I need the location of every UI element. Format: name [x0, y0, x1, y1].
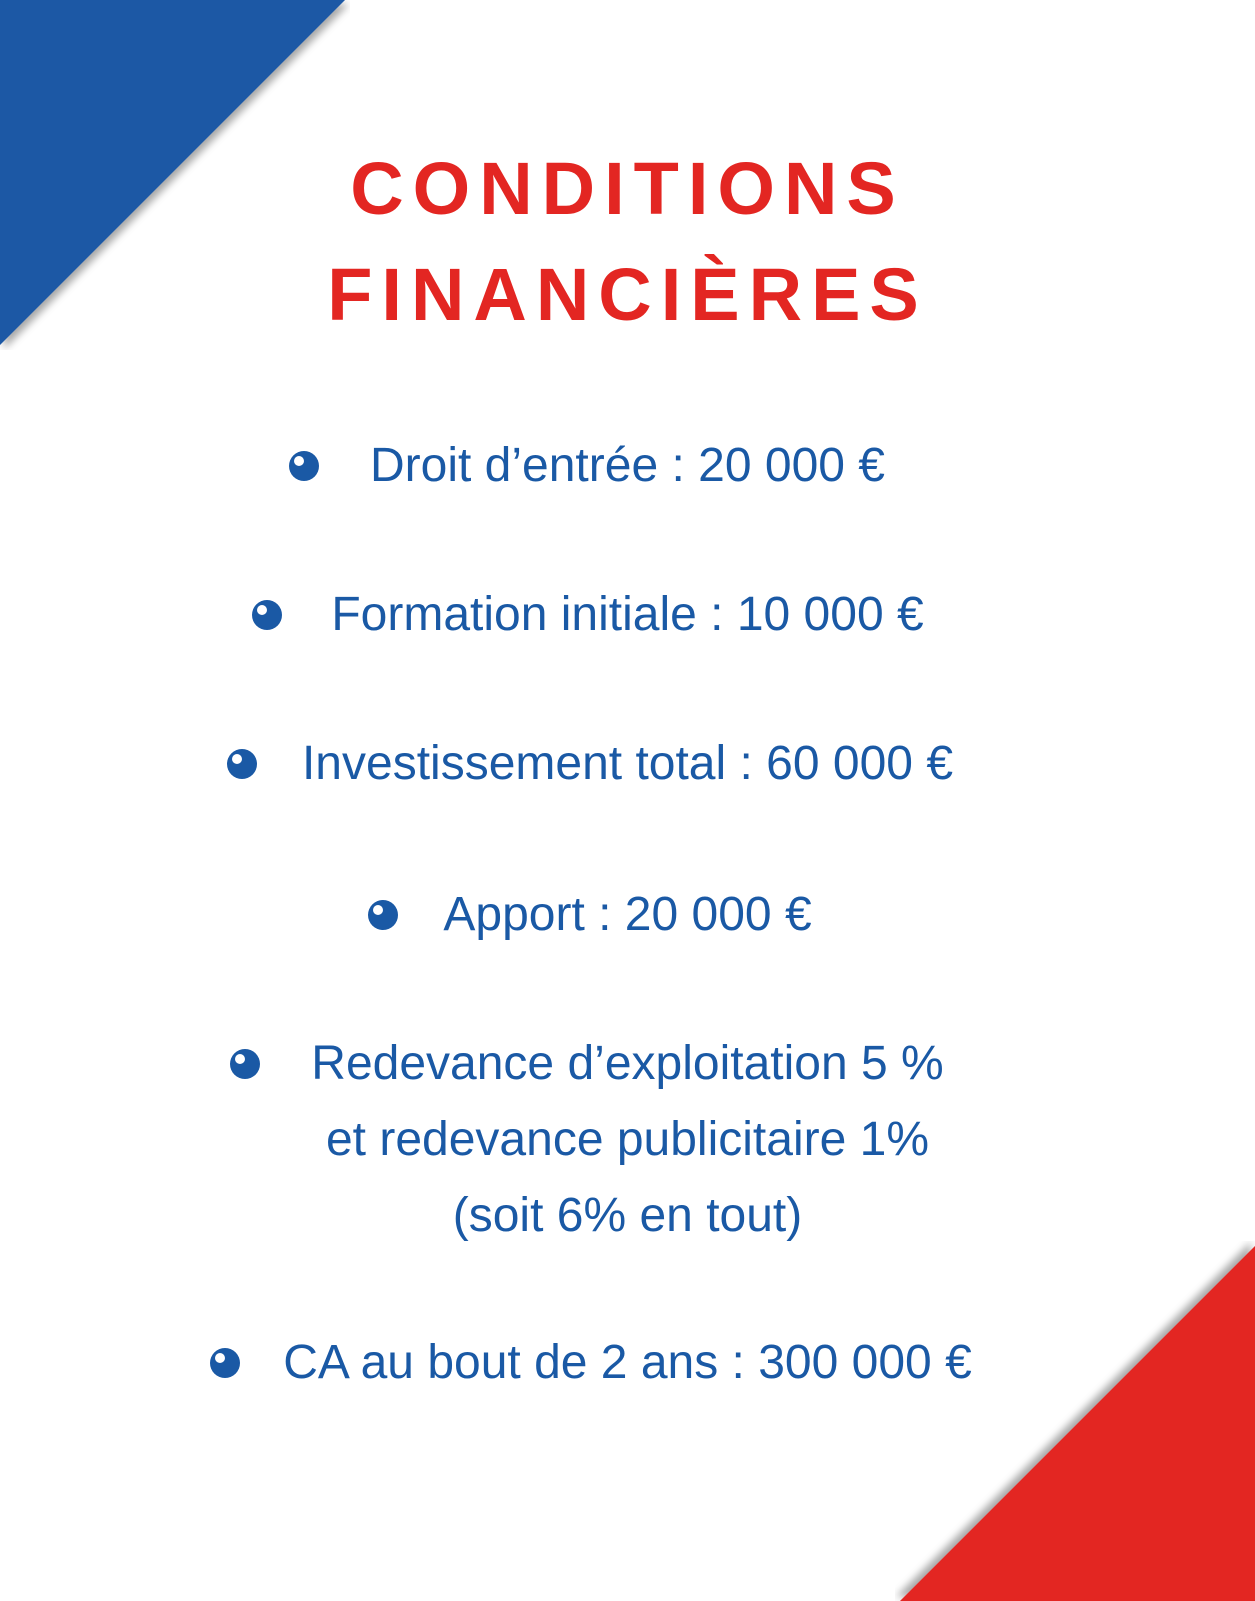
list-item-label-line-1: Redevance d’exploitation 5 % [311, 1037, 944, 1090]
list-item-label-line-3: (soit 6% en tout) [452, 1189, 803, 1242]
red-corner-triangle [895, 1241, 1255, 1601]
list-item-apport [0, 877, 1255, 953]
list-item-droit-entree [0, 428, 1255, 504]
list-item-investissement-total [0, 726, 1255, 802]
list-item-label: Investissement total : 60 000 € [301, 737, 954, 790]
list-item-label: CA au bout de 2 ans : 300 000 € [283, 1336, 972, 1389]
list-item-redevance [0, 1026, 1255, 1254]
list-item-label: Apport : 20 000 € [443, 888, 812, 941]
list-item-label-line-2: et redevance publicitaire 1% [325, 1113, 930, 1166]
circle-eye-icon [367, 899, 399, 931]
circle-eye-icon [226, 748, 258, 780]
page-title-line-2: FINANCIÈRES [327, 253, 928, 336]
circle-eye-icon [209, 1347, 241, 1379]
list-item-formation-initiale [0, 577, 1255, 653]
circle-eye-icon [288, 450, 320, 482]
page-title-line-1: CONDITIONS [350, 147, 905, 230]
list-item-ca-2-ans [0, 1325, 1255, 1401]
circle-eye-icon [229, 1048, 261, 1080]
circle-eye-icon [251, 599, 283, 631]
list-item-label: Droit d’entrée : 20 000 € [370, 439, 885, 492]
list-item-label: Formation initiale : 10 000 € [331, 588, 924, 641]
